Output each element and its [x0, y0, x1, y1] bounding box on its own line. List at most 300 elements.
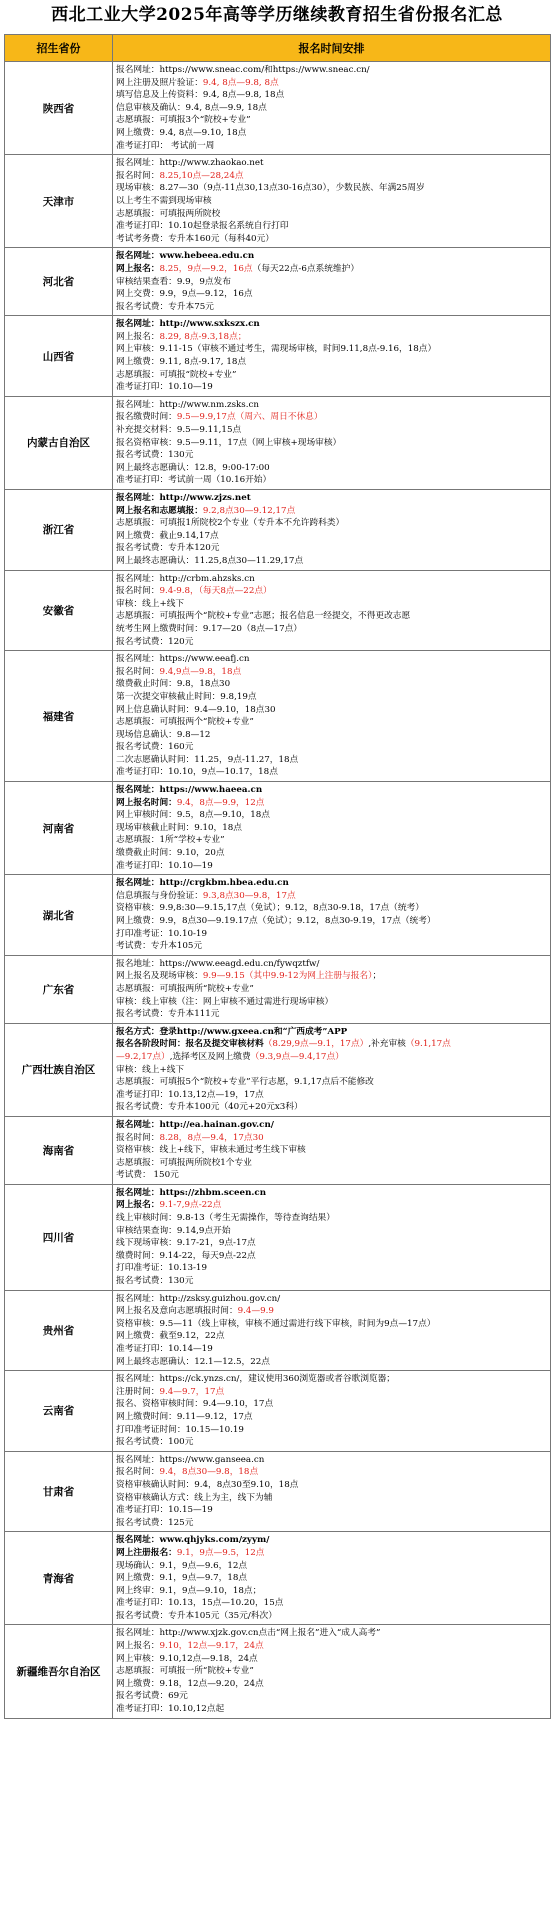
table-row [5, 1184, 551, 1290]
schedule-cell [113, 955, 551, 1023]
line-text: 报名资格审核：9.5—9.11，17点（网上审核+现场审核） [116, 437, 342, 448]
line-text: 统考生网上缴费时间：9.17—20（8点—17点） [116, 623, 302, 634]
line-text: 志愿填报：可填报两所院校 [116, 208, 221, 219]
line-text: 现场确认：9.1，9点—9.6，12点 [116, 1560, 248, 1571]
highlighted-text: 9.4-9.8，（每天8点—22点） [159, 586, 272, 597]
schedule-cell [113, 875, 551, 956]
line-text: 现场审核：8.27—30（9点-11点30,13点30-16点30），少数民族、年满25周岁 [116, 183, 425, 194]
line-text: 网上注册及照片验证： [116, 77, 203, 88]
schedule-line [116, 754, 547, 767]
table-row [5, 1625, 551, 1718]
line-text: 报名考试费：69元 [116, 1691, 188, 1702]
schedule-cell [113, 1023, 551, 1116]
schedule-line [116, 653, 547, 666]
highlighted-text: 9.10，12点—9.17，24点 [159, 1641, 264, 1652]
province-name: 河南省 [5, 782, 113, 875]
line-text: 打印准考证时间：10.15—10.19 [116, 1424, 244, 1435]
schedule-line [116, 77, 547, 90]
highlighted-text: 9.4，8点—9.9，12点 [176, 797, 265, 808]
schedule-line [116, 623, 547, 636]
schedule-line [116, 449, 547, 462]
highlighted-text: 9.1，9点—9.5，12点 [176, 1547, 265, 1558]
schedule-cell [113, 316, 551, 397]
line-text: 报名考试费：120元 [116, 636, 194, 647]
schedule-line [116, 1076, 547, 1089]
schedule-line [116, 1386, 547, 1399]
schedule-line [116, 1305, 547, 1318]
schedule-cell [113, 248, 551, 316]
highlighted-text: 9.4—9.9 [237, 1306, 274, 1317]
line-text: 报名网址：http://crgkbm.hbea.edu.cn [116, 878, 289, 889]
line-text: 报名网址：http://www.xjzk.gov.cn点击“网上报名”进入“成人高考” [116, 1628, 381, 1639]
schedule-line [116, 1343, 547, 1356]
schedule-line [116, 996, 547, 1009]
schedule-line [116, 1653, 547, 1666]
schedule-line [116, 573, 547, 586]
highlighted-text: 9.4，8点30—9.8，18点 [159, 1467, 259, 1478]
table-row [5, 155, 551, 248]
schedule-line [116, 462, 547, 475]
line-text: （每天22点-6点系统维护） [252, 263, 360, 274]
schedule-line [116, 1089, 547, 1102]
line-text: 报名考试费：125元 [116, 1517, 194, 1528]
line-text: 资格审核：9.9,8:30—9.15,17点（免试）；9.12，8点30-9.18，17点（统考） [116, 903, 424, 914]
schedule-line [116, 860, 547, 873]
line-text: 网上缴费：截至9.12，22点 [116, 1331, 225, 1342]
line-text: 报名考试费：130元 [116, 450, 194, 461]
line-text: 网上报名： [116, 331, 160, 342]
schedule-line [116, 890, 547, 903]
line-text: 资格审核：9.5—11（线上审核，审核不通过需进行线下审核，时间为9点—17点） [116, 1318, 436, 1329]
schedule-line [116, 1678, 547, 1691]
line-text: 准考证打印：10.15—19 [116, 1505, 213, 1516]
line-text: 网上缴费：9.1，9点—9.7，18点 [116, 1573, 248, 1584]
line-text: 资格审核：线上+线下，审核未通过考生线下审核 [116, 1145, 306, 1156]
table-row [5, 316, 551, 397]
schedule-line [116, 691, 547, 704]
province-column-header: 招生省份 [5, 35, 113, 62]
line-text: 准考证打印：10.10起登录报名系统自行打印 [116, 221, 289, 232]
line-text: 报名地址：https://www.eeagd.edu.cn/fywqztfw/ [116, 958, 320, 969]
line-text: 报名网址：https://www.haeea.cn [116, 785, 263, 796]
line-text: 线上审核时间：9.8-13（考生无需操作，等待查询结果） [116, 1213, 335, 1224]
line-text: 补充提交材料：9.5—9.11,15点 [116, 425, 242, 436]
line-text: 考试费：专升本105元 [116, 941, 203, 952]
table-row [5, 875, 551, 956]
schedule-line [116, 1454, 547, 1467]
province-name: 湖北省 [5, 875, 113, 956]
schedule-line [116, 598, 547, 611]
schedule-line [116, 1534, 547, 1547]
line-text: 报名考试费：专升本75元 [116, 301, 214, 312]
province-name: 甘肃省 [5, 1451, 113, 1532]
schedule-line [116, 182, 547, 195]
table-row [5, 1371, 551, 1452]
schedule-line [116, 766, 547, 779]
line-text: 报名网址：https://zhbm.sceen.cn [116, 1187, 267, 1198]
schedule-line [116, 474, 547, 487]
schedule-column-header: 报名时间安排 [113, 35, 551, 62]
schedule-line [116, 1038, 547, 1051]
schedule-line [116, 1466, 547, 1479]
province-name: 天津市 [5, 155, 113, 248]
line-text: 第一次提交审核截止时间：9.8,19点 [116, 691, 257, 702]
schedule-line [116, 877, 547, 890]
line-text: 准考证打印：10.13,12点—19，17点 [116, 1089, 264, 1100]
schedule-line [116, 208, 547, 221]
line-text: 报名时间： [116, 170, 160, 181]
province-name: 陕西省 [5, 62, 113, 155]
line-text: 打印准考证：10.13-19 [116, 1263, 207, 1274]
schedule-line [116, 424, 547, 437]
line-text: 报名考试费：专升本120元 [116, 543, 220, 554]
province-name: 海南省 [5, 1116, 113, 1184]
line-text: 网上最终志愿确认：12.1—12.5，22点 [116, 1356, 270, 1367]
line-text: 报名考试费：专升本105元（35元/科次） [116, 1610, 277, 1621]
province-name: 安徽省 [5, 570, 113, 651]
line-text: 准考证打印：10.10,12点起 [116, 1704, 225, 1715]
line-text: 报名网址：www.hebeea.edu.cn [116, 251, 255, 262]
line-text: 志愿填报：1所“学校+专业” [116, 835, 225, 846]
line-text: 准考证打印：考试前一周（10.16开始） [116, 475, 272, 486]
table-row [5, 490, 551, 571]
schedule-line [116, 704, 547, 717]
schedule-line [116, 666, 547, 679]
schedule-line [116, 1101, 547, 1114]
highlighted-text: 9.2,8点30—9.12,17点 [202, 505, 296, 516]
schedule-cell [113, 1290, 551, 1371]
schedule-line [116, 1169, 547, 1182]
schedule-line [116, 1479, 547, 1492]
line-text: 网上审核：9.11-15（审核不通过考生，需现场审核，时间9.11,8点-9.16，18点） [116, 344, 437, 355]
schedule-cell [113, 490, 551, 571]
schedule-line [116, 1064, 547, 1077]
table-row [5, 396, 551, 489]
schedule-cell [113, 1371, 551, 1452]
line-text: 报名网址：www.qhjyks.com/zyym/ [116, 1535, 270, 1546]
province-name: 福建省 [5, 651, 113, 782]
highlighted-text: 9.9—9.15（其中9.9-12为网上注册与报名） [202, 971, 373, 982]
schedule-line [116, 301, 547, 314]
schedule-line [116, 1373, 547, 1386]
schedule-line [116, 958, 547, 971]
schedule-line [116, 1627, 547, 1640]
line-text: 报名考试费：130元 [116, 1276, 194, 1287]
line-text: 志愿填报：可填报一所“院校+专业” [116, 1666, 254, 1677]
schedule-line [116, 1144, 547, 1157]
line-text: 志愿填报：可填报3个“院校+专业” [116, 115, 251, 126]
schedule-cell [113, 1532, 551, 1625]
line-text: 线下现场审核：9.17-21，9点-17点 [116, 1238, 256, 1249]
line-text: 缴费截止时间：9.10，20点 [116, 848, 225, 859]
line-text: 网上最终志愿确认：11.25,8点30—11.29,17点 [116, 555, 304, 566]
province-name: 新疆维吾尔自治区 [5, 1625, 113, 1718]
schedule-line [116, 809, 547, 822]
highlighted-text: 8.25，9点—9.2，16点 [159, 263, 253, 274]
line-text: 报名时间： [116, 586, 160, 597]
highlighted-text: 9.1-7,9点-22点 [159, 1200, 222, 1211]
schedule-line [116, 970, 547, 983]
schedule-cell [113, 570, 551, 651]
schedule-line [116, 542, 547, 555]
province-name: 河北省 [5, 248, 113, 316]
line-text: 缴费截止时间：9.8，18点30 [116, 679, 231, 690]
line-text: 报名网址：https://www.sneac.com/和https://www.sneac.cn/ [116, 65, 370, 75]
schedule-cell [113, 1184, 551, 1290]
schedule-line [116, 1560, 547, 1573]
line-text: 网上信息确认时间：9.4—9.10，18点30 [116, 704, 276, 715]
table-row [5, 62, 551, 155]
schedule-line [116, 1293, 547, 1306]
schedule-line [116, 983, 547, 996]
table-row [5, 1116, 551, 1184]
table-body [5, 62, 551, 1719]
line-text: 准考证打印：10.10—19 [116, 860, 213, 871]
schedule-cell [113, 396, 551, 489]
schedule-line [116, 369, 547, 382]
line-text: 网上审核：9.10,12点—9.18，24点 [116, 1653, 258, 1664]
table-row [5, 955, 551, 1023]
line-text: 网上报名及现场审核： [116, 971, 203, 982]
schedule-line [116, 157, 547, 170]
line-text: 网上报名及意向志愿填报时间： [116, 1306, 238, 1317]
highlighted-text: 8.29, 8点-9.3,18点； [159, 331, 247, 342]
schedule-line [116, 331, 547, 344]
schedule-cell [113, 1451, 551, 1532]
line-text: 网上缴费时间：9.11—9.12，17点 [116, 1411, 253, 1422]
schedule-line [116, 1119, 547, 1132]
schedule-line [116, 492, 547, 505]
line-text: 填写信息及上传资料：9.4, 8点—9.8, 18点 [116, 90, 285, 101]
schedule-line [116, 729, 547, 742]
schedule-cell [113, 1116, 551, 1184]
line-text: 资格审核确认时间：9.4，8点30至9.10，18点 [116, 1479, 299, 1490]
schedule-line [116, 114, 547, 127]
highlighted-text: 8.28，8点—9.4，17点30 [159, 1132, 264, 1143]
schedule-line [116, 399, 547, 412]
highlighted-text: 9.4—9.7，17点 [159, 1386, 225, 1397]
table-row [5, 1290, 551, 1371]
schedule-line [116, 1262, 547, 1275]
schedule-line [116, 102, 547, 115]
schedule-cell [113, 782, 551, 875]
line-text: 网上报名时间： [116, 797, 177, 808]
line-text: 审核：线上+线下 [116, 1064, 185, 1075]
schedule-line [116, 585, 547, 598]
table-row [5, 1451, 551, 1532]
line-text: 报名时间： [116, 666, 160, 677]
province-name: 贵州省 [5, 1290, 113, 1371]
schedule-line [116, 1492, 547, 1505]
province-name: 山西省 [5, 316, 113, 397]
highlighted-text: 9.4,9点—9.8，18点 [159, 666, 242, 677]
province-name: 广东省 [5, 955, 113, 1023]
line-text: 网上终审：9.1，9点—9.10，18点； [116, 1585, 262, 1596]
line-text: 报名网址：http://ea.hainan.gov.cn/ [116, 1119, 274, 1130]
schedule-line [116, 1585, 547, 1598]
province-name: 内蒙古自治区 [5, 396, 113, 489]
schedule-line [116, 1640, 547, 1653]
schedule-line [116, 437, 547, 450]
highlighted-text: —9.2,17点） [116, 1051, 170, 1062]
table-header-row [5, 35, 551, 62]
line-text: 报名网址：http://crbm.ahzsks.cn [116, 573, 255, 584]
highlighted-text: （8.29,9点—9.1，17点） [263, 1039, 369, 1050]
schedule-line [116, 1237, 547, 1250]
schedule-line [116, 1008, 547, 1021]
line-text: 报名网址：https://ck.ynzs.cn/，建议使用360浏览器或者谷歌浏览器； [116, 1374, 395, 1385]
schedule-line [116, 1703, 547, 1716]
line-text: 报名网址：http://www.zjzs.net [116, 493, 251, 503]
schedule-line [116, 233, 547, 246]
schedule-line [116, 636, 547, 649]
line-text: 现场审核截止时间：9.10，18点 [116, 822, 242, 833]
line-text: 审核结果查询：9.14,9点开始 [116, 1225, 231, 1236]
line-text: 报名时间： [116, 1132, 160, 1143]
line-text: 报名考试费：100元 [116, 1437, 194, 1448]
line-text: 网上缴费：9.11, 8点-9.17, 18点 [116, 357, 247, 368]
schedule-line [116, 288, 547, 301]
line-text: 志愿填报：可填报1所院校2个专业（专升本不允许跨科类） [116, 518, 345, 529]
schedule-cell [113, 651, 551, 782]
line-text: 打印准考证：10.10-19 [116, 928, 207, 939]
schedule-line [116, 902, 547, 915]
table-row [5, 782, 551, 875]
line-text: 网上缴费：9.18，12点—9.20，24点 [116, 1678, 264, 1689]
line-text: 报名各阶段时间：报名及提交审核材料 [116, 1039, 264, 1050]
line-text: 审核：线上审核（注：网上审核不通过需进行现场审核） [116, 996, 334, 1007]
line-text: 志愿填报：可填报“院校+专业” [116, 369, 237, 380]
line-text: 报名考试费：专升本100元（40元+20元x3科） [116, 1102, 303, 1113]
line-text: 网上缴费：截止9.14,17点 [116, 530, 219, 541]
line-text: 报名网址：http://www.nm.zsks.cn [116, 399, 259, 410]
line-text: 报名网址：http://zsksy.guizhou.gov.cn/ [116, 1293, 281, 1304]
schedule-cell [113, 62, 551, 155]
line-text: 报名缴费时间： [116, 412, 177, 423]
schedule-line [116, 127, 547, 140]
highlighted-text: （9.3,9点—9.4,17点） [250, 1051, 344, 1062]
schedule-line [116, 1157, 547, 1170]
line-text: 信息审核及确认：9.4, 8点—9.9, 18点 [116, 102, 267, 113]
schedule-line [116, 1398, 547, 1411]
schedule-line [116, 263, 547, 276]
schedule-line [116, 1504, 547, 1517]
line-text: 网上审核时间：9.5，8点—9.10，18点 [116, 810, 270, 821]
line-text: 报名、资格审核时间：9.4—9.10，17点 [116, 1399, 274, 1410]
province-name: 四川省 [5, 1184, 113, 1290]
schedule-line [116, 1436, 547, 1449]
schedule-line [116, 1212, 547, 1225]
line-text: 报名网址：https://www.eeafj.cn [116, 654, 250, 665]
highlighted-text: 8.25,10点—28,24点 [159, 170, 244, 181]
schedule-line [116, 318, 547, 331]
table-row [5, 1532, 551, 1625]
schedule-line [116, 555, 547, 568]
line-text: 注册时间： [116, 1386, 160, 1397]
schedule-line [116, 1051, 547, 1064]
line-text: 志愿填报：可填报两所院校1个专业 [116, 1157, 252, 1168]
schedule-line [116, 250, 547, 263]
schedule-line [116, 716, 547, 729]
schedule-line [116, 928, 547, 941]
schedule-line [116, 1225, 547, 1238]
table-row [5, 570, 551, 651]
schedule-line [116, 1356, 547, 1369]
line-text: 网上报名和志愿填报： [116, 505, 203, 516]
line-text: ,补充审核 [368, 1039, 406, 1050]
schedule-cell [113, 155, 551, 248]
province-name: 青海省 [5, 1532, 113, 1625]
schedule-line [116, 1690, 547, 1703]
schedule-cell [113, 1625, 551, 1718]
schedule-line [116, 1424, 547, 1437]
schedule-line [116, 1250, 547, 1263]
line-text: 二次志愿确认时间：11.25，9点-11.27，18点 [116, 754, 299, 765]
schedule-line [116, 678, 547, 691]
schedule-line [116, 1318, 547, 1331]
line-text: 审核：线上+线下 [116, 598, 185, 609]
highlighted-text: 9.4, 8点—9.8, 8点 [202, 77, 279, 88]
line-text: 准考证打印：10.10—19 [116, 382, 213, 393]
schedule-line [116, 1199, 547, 1212]
line-text: 报名网址：https://www.ganseea.cn [116, 1454, 265, 1465]
schedule-line [116, 610, 547, 623]
schedule-line [116, 822, 547, 835]
schedule-line [116, 1572, 547, 1585]
line-text: 网上缴费：9.9，8点30—9.19.17点（免试）；9.12，8点30-9.19，17点（统考） [116, 916, 436, 926]
schedule-line [116, 170, 547, 183]
table-row [5, 248, 551, 316]
line-text: 网上报名： [116, 1200, 160, 1211]
line-text: 网上报名： [116, 263, 160, 274]
line-text: 志愿填报：可填报两个“院校+专业”志愿；报名信息一经提交，不得更改志愿 [116, 611, 411, 622]
schedule-line [116, 1330, 547, 1343]
schedule-line [116, 530, 547, 543]
line-text: 审核结果查看：9.9，9点发布 [116, 276, 231, 287]
schedule-line [116, 517, 547, 530]
line-text: 考试考务费：专升本160元（每科40元） [116, 233, 274, 244]
schedule-line [116, 1026, 547, 1039]
line-text: ； [372, 971, 382, 982]
schedule-line [116, 195, 547, 208]
line-text: 网上注册报名： [116, 1547, 177, 1558]
line-text: 网上报名： [116, 1641, 160, 1652]
schedule-line [116, 1665, 547, 1678]
line-text: 志愿填报：可填报两所“院校+专业” [116, 983, 254, 994]
schedule-line [116, 834, 547, 847]
line-text: 资格审核确认方式：线上为主，线下为辅 [116, 1492, 273, 1503]
highlighted-text: 9.5—9.9,17点（周六、周日不休息） [176, 412, 323, 423]
line-text: 缴费时间：9.14-22，每天9点-22点 [116, 1250, 256, 1261]
province-name: 浙江省 [5, 490, 113, 571]
schedule-line [116, 915, 547, 928]
table-row [5, 651, 551, 782]
line-text: 准考证打印：10.14—19 [116, 1344, 213, 1354]
schedule-line [116, 505, 547, 518]
schedule-line [116, 940, 547, 953]
schedule-line [116, 356, 547, 369]
line-text: 报名方式：登录http://www.gxeea.cn和“广西成考”APP [116, 1026, 348, 1037]
line-text: 报名考试费：160元 [116, 742, 194, 753]
page-title: 西北工业大学2025年高等学历继续教育招生省份报名汇总 [51, 5, 503, 25]
line-text: 网上交费：9.9，9点—9.12，16点 [116, 289, 253, 300]
schedule-line [116, 64, 547, 77]
line-text: 志愿填报：可填报两个“院校+专业” [116, 717, 254, 728]
table-row [5, 1023, 551, 1116]
schedule-line [116, 140, 547, 153]
schedule-line [116, 847, 547, 860]
line-text: 报名考试费：专升本111元 [116, 1009, 220, 1020]
